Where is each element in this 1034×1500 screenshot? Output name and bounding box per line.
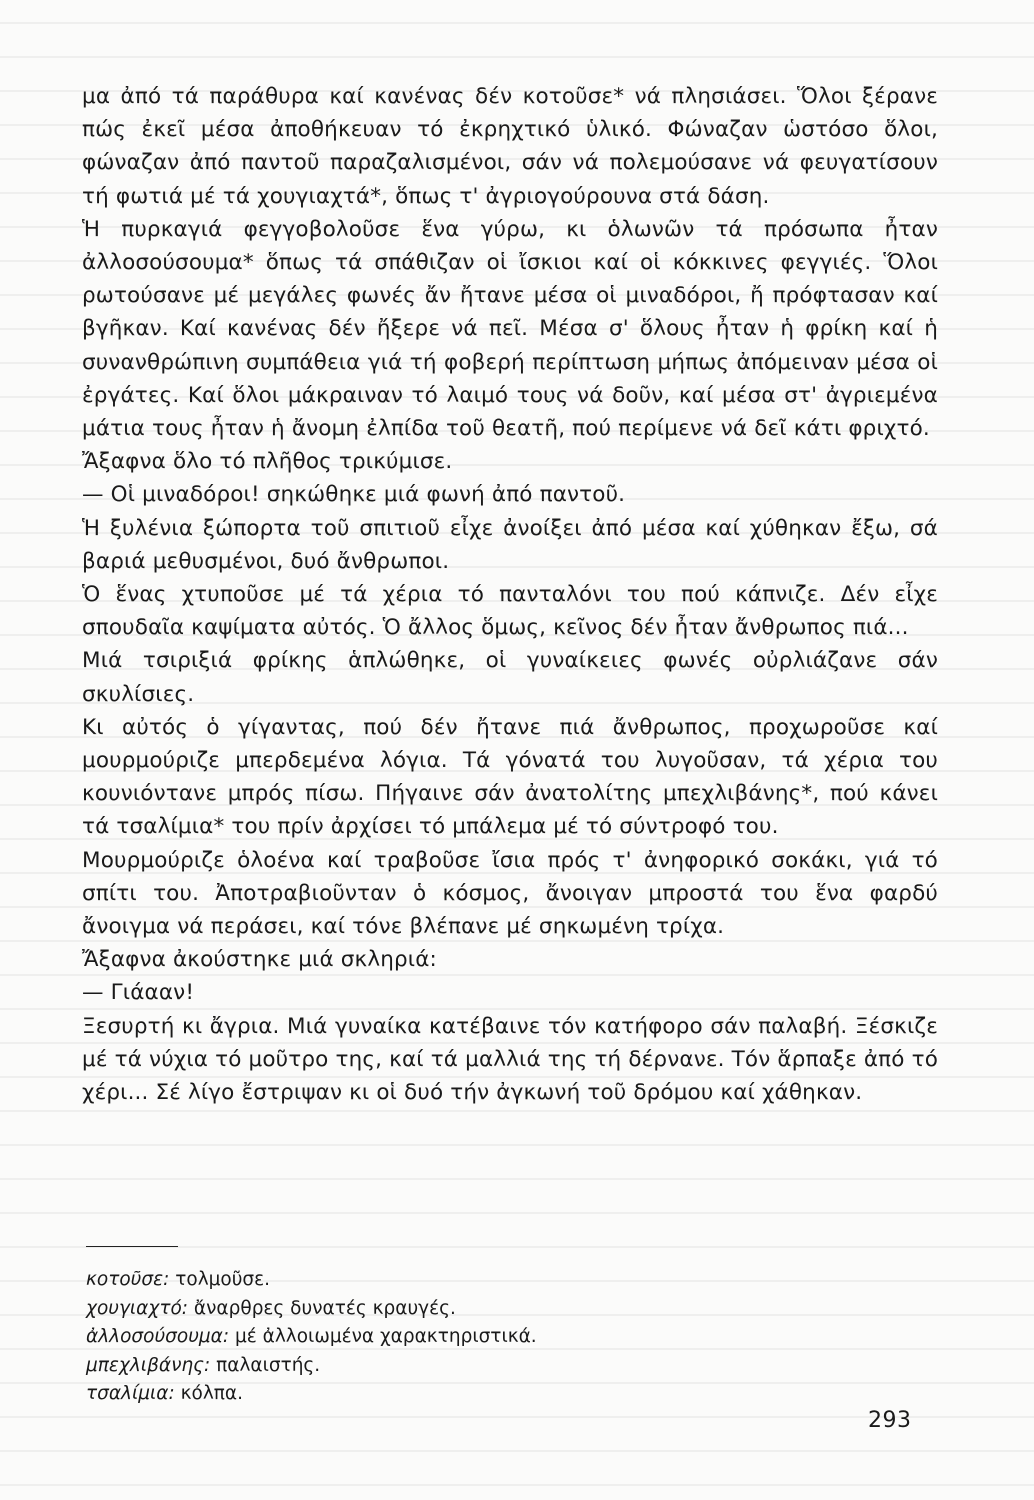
- footnote-definition: ἄναρθρες δυνατές κραυγές.: [193, 1297, 456, 1319]
- footnote: [86, 1295, 846, 1324]
- footnote-term: τσαλίμια:: [86, 1383, 175, 1404]
- footnote-definition: παλαιστής.: [216, 1354, 321, 1376]
- footnote-term: μπεχλιβάνης:: [86, 1354, 211, 1376]
- paragraph: — Οἱ μιναδόροι! σηκώθηκε μιά φωνή ἀπό παντοῦ.: [82, 482, 626, 508]
- footnote: [86, 1380, 846, 1409]
- footnote-definition: μέ ἀλλοιωμένα χαρακτηριστικά.: [235, 1326, 537, 1347]
- paragraph: Μιά τσιριξιά φρίκης ἁπλώθηκε, οἱ γυναίκειες φωνές οὐρλιάζανε σάν σκυλίσιες.: [82, 648, 938, 707]
- footnote-definition: κόλπα.: [180, 1383, 244, 1404]
- paragraph: — Γιάααν!: [82, 980, 195, 1006]
- footnote: [86, 1323, 846, 1352]
- page-number: 293: [868, 1408, 912, 1433]
- footnote: [86, 1266, 846, 1295]
- paragraph: μα ἀπό τά παράθυρα καί κανένας δέν κοτοῦσε* νά πλησιάσει. Ὅλοι ξέρανε πώς ἐκεῖ μέσα ἀποθήκευαν τό ἐκρηχτικό ὑλικό. Φώναζαν ὡστόσο ὅλοι, φώναζαν ἀπό παντοῦ παραζαλισμένοι, σάν νά πολεμούσανε νά φευγατίσουν τή φωτιά μέ τά χουγιαχτά*, ὅπως τ' ἀγριογούρουνα στά δάση.: [82, 84, 938, 209]
- paragraph: Ἄξαφνα ὅλο τό πλῆθος τρικύμισε.: [82, 449, 453, 475]
- footnote-term: ἀλλοσούσουμα:: [86, 1326, 230, 1347]
- paragraph: Ὁ ἕνας χτυποῦσε μέ τά χέρια τό πανταλόνι του πού κάπνιζε. Δέν εἶχε σπουδαῖα καψίματα αὐτός. Ὁ ἄλλος ὅμως, κεῖνος δέν ἦταν ἄνθρωπος πιά...: [82, 582, 938, 641]
- paragraph: Ἡ ξυλένια ξώπορτα τοῦ σπιτιοῦ εἶχε ἀνοίξει ἀπό μέσα καί χύθηκαν ἔξω, σά βαριά μεθυσμένοι, δυό ἄνθρωποι.: [82, 515, 938, 574]
- footnotes: [86, 1266, 846, 1409]
- paragraph: Κι αὐτός ὁ γίγαντας, πού δέν ἤτανε πιά ἄνθρωπος, προχωροῦσε καί μουρμούριζε μπερδεμένα λόγια. Τά γόνατά του λυγοῦσαν, τά χέρια του κουνιόντανε μπρός πίσω. Πήγαινε σάν ἀνατολίτης μπεχλιβάνης*, πού κάνει τά τσαλίμια* του πρίν ἀρχίσει τό μπάλεμα μέ τό σύντροφό του.: [82, 714, 938, 840]
- body-text: [82, 80, 938, 1109]
- paragraph: Ἄξαφνα ἀκούστηκε μιά σκληριά:: [82, 947, 437, 973]
- footnote-definition: τολμοῦσε.: [175, 1269, 271, 1290]
- paragraph: Μουρμούριζε ὁλοένα καί τραβοῦσε ἴσια πρός τ' ἀνηφορικό σοκάκι, γιά τό σπίτι του. Ἀποτραβιοῦνταν ὁ κόσμος, ἄνοιγαν μπροστά του ἕνα φαρδύ ἄνοιγμα νά περάσει, καί τόνε βλέπανε μέ σηκωμένη τρίχα.: [82, 847, 938, 940]
- paragraph: Ἡ πυρκαγιά φεγγοβολοῦσε ἕνα γύρω, κι ὁλωνῶν τά πρόσωπα ἦταν ἀλλοσούσουμα* ὅπως τά σπάθιζαν οἱ ἴσκιοι καί οἱ κόκκινες φεγγιές. Ὅλοι ρωτούσανε μέ μεγάλες φωνές ἄν ἤτανε μέσα οἱ μιναδόροι, ἤ πρόφτασαν καί βγῆκαν. Καί κανένας δέν ἤξερε νά πεῖ. Μέσα σ' ὅλους ἦταν ἡ φρίκη καί ἡ συνανθρώπινη συμπάθεια γιά τή φοβερή περίπτωση μήπως ἀπόμειναν μέσα οἱ ἐργάτες. Καί ὅλοι μάκραιναν τό λαιμό τους νά δοῦν, καί μέσα στ' ἀγριεμένα μάτια τους ἦταν ἡ ἄνομη ἐλπίδα τοῦ θεατῆ, πού περίμενε νά δεῖ κάτι φριχτό.: [82, 216, 938, 442]
- footnote: [86, 1352, 846, 1381]
- footnote-term: κοτοῦσε:: [86, 1269, 170, 1290]
- paragraph: Ξεσυρτή κι ἄγρια. Μιά γυναίκα κατέβαινε τόν κατήφορο σάν παλαβή. Ξέσκιζε μέ τά νύχια τό μοῦτρο της, καί τά μαλλιά της τή δέρνανε. Τόν ἅρπαξε ἀπό τό χέρι... Σέ λίγο ἔστριψαν κι οἱ δυό τήν ἀγκωνή τοῦ δρόμου καί χάθηκαν.: [82, 1013, 938, 1106]
- footnote-divider: [86, 1246, 178, 1247]
- footnote-term: χουγιαχτό:: [86, 1297, 189, 1319]
